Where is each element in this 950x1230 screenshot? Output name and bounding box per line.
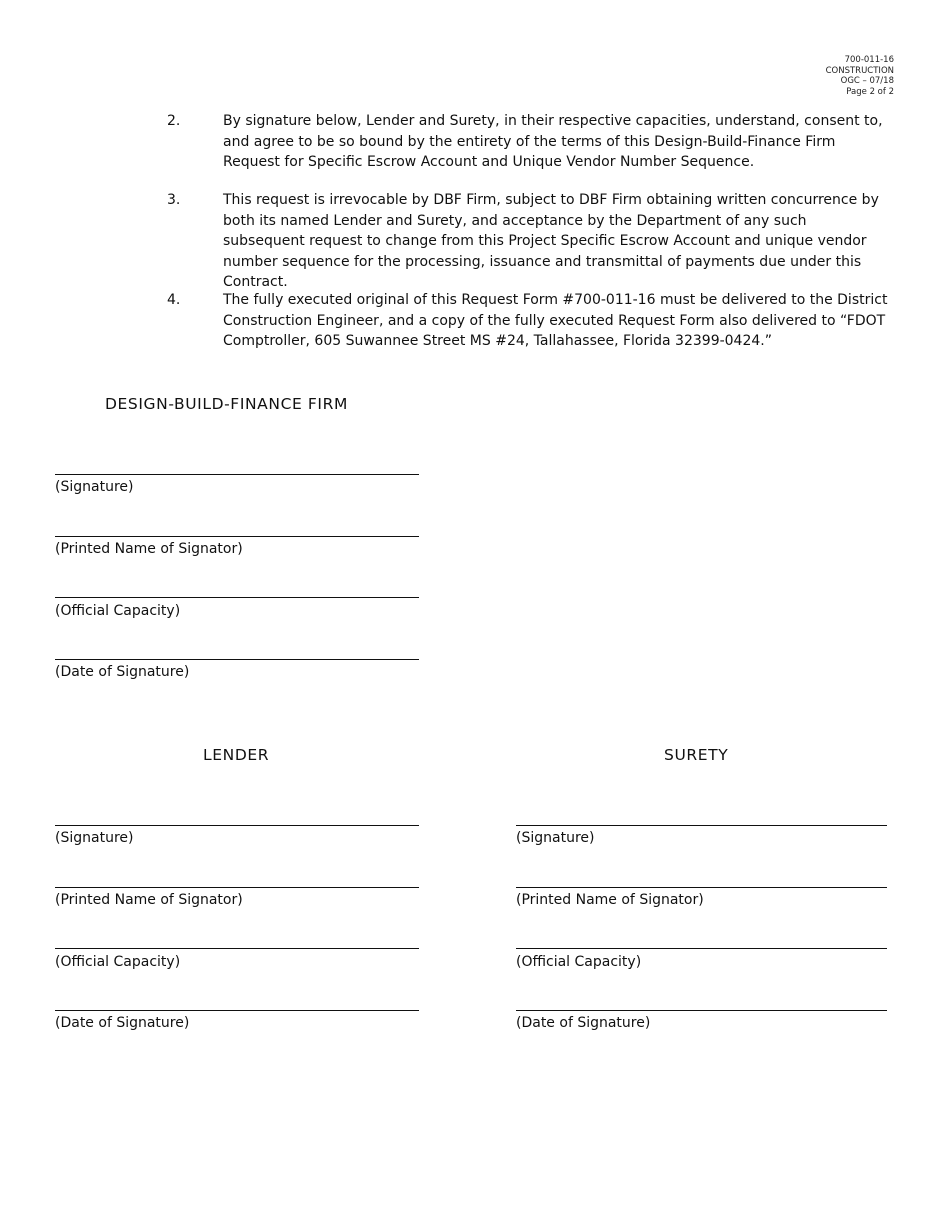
dbf-printed-name-label: (Printed Name of Signator) bbox=[55, 541, 243, 557]
lender-title: LENDER bbox=[203, 746, 270, 764]
page-number: Page 2 of 2 bbox=[846, 86, 894, 97]
surety-signature-line[interactable] bbox=[516, 825, 887, 826]
surety-printed-name-line[interactable] bbox=[516, 887, 887, 888]
surety-official-capacity-line[interactable] bbox=[516, 948, 887, 949]
surety-title: SURETY bbox=[664, 746, 729, 764]
surety-printed-name-label: (Printed Name of Signator) bbox=[516, 892, 704, 908]
lender-signature-line[interactable] bbox=[55, 825, 419, 826]
item-number: 4. bbox=[167, 292, 181, 308]
dbf-date-line[interactable] bbox=[55, 659, 419, 660]
item-text: The fully executed original of this Request Form #700-011-16 must be delivered to the District Construction Engineer, and a copy of the fully executed Request Form also delivered to “FDOT Comptroller, 605 Suwannee Street MS #24, Tallahassee, Florida 32399-0424.” bbox=[223, 292, 888, 350]
item-number: 3. bbox=[167, 192, 181, 208]
dbf-signature-label: (Signature) bbox=[55, 479, 134, 495]
dbf-official-capacity-line[interactable] bbox=[55, 597, 419, 598]
dbf-signature-line[interactable] bbox=[55, 474, 419, 475]
surety-official-capacity-label: (Official Capacity) bbox=[516, 954, 642, 970]
surety-signature-label: (Signature) bbox=[516, 830, 595, 846]
lender-printed-name-label: (Printed Name of Signator) bbox=[55, 892, 243, 908]
surety-date-label: (Date of Signature) bbox=[516, 1015, 651, 1031]
form-number: 700-011-16 bbox=[844, 55, 894, 65]
item-text: By signature below, Lender and Surety, in their respective capacities, understand, consent to, and agree to be so bound by the entirety of the terms of this Design-Build-Finance Firm Request for Specific Escrow Account and Unique Vendor Number Sequence. bbox=[223, 113, 883, 171]
lender-official-capacity-label: (Official Capacity) bbox=[55, 954, 181, 970]
item-number: 2. bbox=[167, 113, 181, 129]
lender-date-line[interactable] bbox=[55, 1010, 419, 1011]
dbf-official-capacity-label: (Official Capacity) bbox=[55, 603, 181, 619]
lender-signature-label: (Signature) bbox=[55, 830, 134, 846]
form-header bbox=[826, 55, 894, 97]
item-text: This request is irrevocable by DBF Firm, subject to DBF Firm obtaining written concurrence by both its named Lender and Surety, and acceptance by the Department of any such subsequent request to change from this Project Specific Escrow Account and unique vendor number sequence for the processing, issuance and transmittal of payments due under this Contract. bbox=[223, 192, 879, 291]
form-revision: OGC – 07/18 bbox=[840, 76, 894, 87]
dbf-date-label: (Date of Signature) bbox=[55, 664, 190, 680]
dbf-printed-name-line[interactable] bbox=[55, 536, 419, 537]
lender-printed-name-line[interactable] bbox=[55, 887, 419, 888]
lender-official-capacity-line[interactable] bbox=[55, 948, 419, 949]
surety-date-line[interactable] bbox=[516, 1010, 887, 1011]
dbf-firm-title: DESIGN-BUILD-FINANCE FIRM bbox=[105, 395, 348, 413]
form-category: CONSTRUCTION bbox=[825, 65, 894, 76]
lender-date-label: (Date of Signature) bbox=[55, 1015, 190, 1031]
